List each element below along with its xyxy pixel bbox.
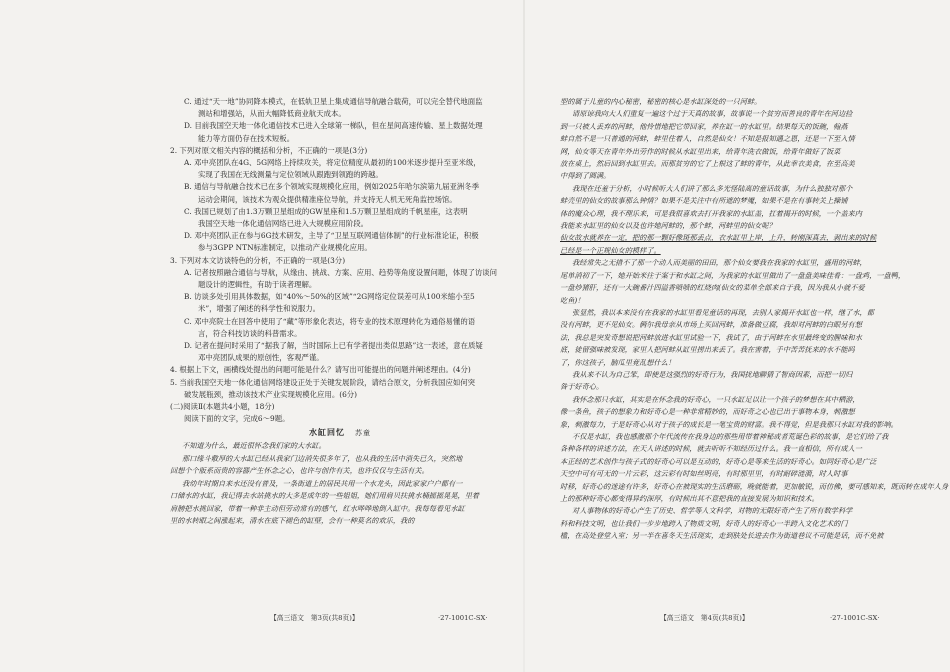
text-line: 槛，在高处登堂入室；另一半在喜冬天生活现实，走到肤处长进去作为街道巷议不可能是话，而不免被 bbox=[560, 531, 884, 541]
text-line: 口储水的水缸，我记得去水站挑水的大多是成年的一些姐姐，她们用肩贝扶挑水桶摇摇晃晃，里着 bbox=[170, 491, 480, 501]
text-line: 本正经的艺术创作与孩子式的好奇心可以是互动的，好奇心是等来生活的好奇心。如同好奇心是广泛 bbox=[560, 456, 877, 466]
text-line: (二)阅读Ⅱ(本题共4小题，18分) bbox=[170, 402, 275, 412]
text-line: 我能来水缸里的仙女以及也许她河蚌的，那个蚌，河蚌里的仙女呢？ bbox=[560, 221, 776, 231]
text-line: 体的魔众心理，我不理乐来，可是我很喜欢去打开我家的水缸盖，扛着揭开的时候，一个盖来内 bbox=[560, 208, 862, 218]
text-line: 网，仙女等天在青年外出劳作的时候从水缸里出来，给青年洗衣做饭，给青年做好了饭菜 bbox=[560, 146, 841, 156]
text-line: 像一条鱼，孩子的想象力和好奇心是一种非常精妙的，而好奇之心也已出于事物本身，刺激想 bbox=[560, 407, 855, 417]
text-line: 邓中亮团队成果的原创性，客观严谨。 bbox=[198, 353, 324, 363]
text-line: D. 邓中亮团队正在参与6G技术研发，主导了“卫星互联网通信体制”的行业标准论证，积极 bbox=[184, 231, 479, 241]
text-line: 中得到了圆满。 bbox=[560, 171, 611, 181]
text-line: 言，符合科技访谈的科普需求。 bbox=[198, 328, 302, 338]
text-line: 已经是一个正规仙女的模样了。 bbox=[560, 245, 661, 255]
text-line: D. 记者在提问时采用了“据我了解，当时国际上已有学者提出类似思路”这一表述，意在质疑 bbox=[184, 341, 483, 351]
text-line: 请原谅我向大人们重复一遍这个过于天真的故事，故事说一个贫穷而善良的青年在河边捡 bbox=[572, 109, 853, 119]
text-line: 科和科技文明，也让我们一步步地跨入了物质文明，好奇人的好奇心一半跨入文化艺术的门 bbox=[560, 518, 848, 528]
text-line: 运动会期间，该技术为观众提供精准座位导航，并支持无人机无死角监控场馆。 bbox=[198, 194, 457, 204]
text-line: 能力等方面仍存在技术短板。 bbox=[198, 133, 295, 143]
text-line: C. 我国已规划了由1.3万颗卫星组成的GW星座和1.5万颗卫星组成的千帆星座，这表明 bbox=[184, 206, 468, 216]
text-line: 破发展瓶颈，推动该技术产业实现规模化应用。(6分) bbox=[184, 389, 358, 399]
text-line: 底，徒留强味被发现，家里人把河蚌从缸里捞出来丢了。我在害着，手中苦苦抚来的水不能吗 bbox=[560, 345, 855, 355]
text-line: 我从来不认为自己笨，即使是这强烈的好奇行为，我国扰地聊猜了智商因素，而把一切归 bbox=[572, 369, 853, 379]
text-line: 实现了我国在无线测量与定位领域从跟跑到领跑的跨越。 bbox=[198, 170, 383, 180]
text-line: D. 目前我国空天地一体化通信技术已进入全球第一梯队，但在星间高速传输、星上数据处理 bbox=[184, 121, 483, 131]
text-line: B. 访谈多处引用具体数据，如“40%～50%的区域”“2G网络定位误差可从100米缩小至5 bbox=[184, 292, 475, 302]
text-line: 到一只被人丢弃的河蚌，他怜惜地把它带回家，养在缸一的水缸里。结果每天的饭碗，翰燕 bbox=[560, 121, 848, 131]
text-line: 尾单消初了一下，她开始米往于案于和水缸之间，为我家的水缸里做出了一盘盘美味佳肴：一盘鸡，一盘鸭， bbox=[560, 270, 906, 280]
text-line: 仙女故水就养在一定，把的那一颗好像斑那丢点，衣水缸里上岸，上升，转刚深真去，剥出来的时候 bbox=[560, 233, 877, 243]
text-line: 我国空天地一体化通信网络已进入大规模应用阶段。 bbox=[198, 219, 368, 229]
text-line: 我经常失之无措不了那一个动人而美丽的田田，那个仙女要我在我家的水缸里，盛用的河蚌， bbox=[572, 258, 867, 268]
story-author: 苏童 bbox=[355, 429, 371, 438]
left-page-footer: 【高三语文 第3页(共8页)】 bbox=[270, 614, 359, 622]
left-page bbox=[170, 96, 510, 646]
text-line: 咎于好奇心。 bbox=[560, 382, 604, 392]
text-line: 2. 下列对原文相关内容的概括和分析，不正确的一项是(3分) bbox=[170, 145, 368, 155]
text-line: A. 邓中亮团队在4G、5G网络上持续攻关，将定位精度从最初的100米逐步提升至亚米级， bbox=[184, 158, 481, 168]
text-line: 里的水转眼之间涨起来，清水在底下褪色的缸壁，会有一种莫名的欢乐，我的 bbox=[170, 515, 415, 525]
text-line: 型的属于儿童的内心秘密，秘密的核心是水缸深处的一只河蚌。 bbox=[560, 97, 762, 106]
text-line: 法，我总是突发奇想说把河蚌放进水缸里试验一下，我试了，由于河蚌在水里最终变的腥味和水 bbox=[560, 332, 862, 342]
text-line: 蚌自然不是一只普通的河蚌，蚌里住着人，自然是仙女！不知是报知遇之恩，还是一下至入情 bbox=[560, 134, 855, 144]
text-line: 没有河蚌，更不见仙女。俩尔我母亲从市场上买回河蚌，准备做豆腐，我却对河蚌的白眼另有想 bbox=[560, 320, 862, 330]
text-line: A. 记者按照融合通信与导航，从缘由、挑战、方案、应用、趋势等角度设置问题，体现了访谈问 bbox=[184, 267, 498, 277]
text-line: 米”，增强了阐述的科学性和说服力。 bbox=[198, 304, 321, 314]
text-line: 上的那种好奇心都变得异约深厚，有时候出其不意把我的直接发展为知识和技术。 bbox=[560, 494, 819, 503]
text-line: 回想个个版系而贵的容器产生怀念之心，也许与创作有关，也许仅仅与生活有关。 bbox=[170, 466, 429, 476]
text-line: 张显然，我以本来没有在我家的水缸里看见童话的再现，去别人家揭开水缸也一样，继了水，都 bbox=[572, 307, 874, 317]
text-line: 我幼年时期自来水还没有普及，一条街道上的居民共用一个水龙头，因此家家户户都有一 bbox=[182, 478, 463, 488]
text-line: 参与3GPP NTN标准制定，以推动产业规模化应用。 bbox=[198, 243, 372, 253]
text-line: 题设计的逻辑性，有助于读者理解。 bbox=[198, 280, 317, 290]
text-line: B. 通信与导航融合技术已在多个领域实现规模化应用，例如2025年哈尔滨第九届亚洲冬季 bbox=[184, 182, 480, 192]
left-page-code: ·27-1001C-SX· bbox=[438, 614, 488, 622]
page-crease bbox=[523, 0, 525, 672]
text-line: 测站和增强站，从而大幅降低商业航天成本。 bbox=[198, 109, 346, 119]
story-title bbox=[170, 425, 510, 440]
story-title-text: 水缸回忆 bbox=[309, 427, 345, 438]
text-line: 对人事物体的好奇心产生了历史、哲学等人文科学，对物的无限好奇产生了所有数学科学 bbox=[572, 506, 853, 516]
right-page bbox=[560, 96, 949, 646]
right-page-code: ·27-1001C-SX· bbox=[830, 614, 880, 622]
text-line: 时移，好奇心的迷途有许多，好奇心在被现实的生活磨砺，晚就能着，更加敏锐，而仿佛，要可感知来，既而转在成年人身 bbox=[560, 481, 949, 491]
text-line: 阅读下面的文字，完成6～9题。 bbox=[184, 414, 290, 424]
text-line: 我怀念那只水缸，其实是在怀念我的好奇心，一只水缸足以让一个孩子的梦想在其中栖游， bbox=[572, 394, 860, 404]
text-line: 我现在还羞于分析，小时候听大人们讲了那么多光怪陆离的童话故事，为什么独独对那个 bbox=[572, 183, 853, 193]
text-line: 3. 下列对本文访谈特色的分析，不正确的一项是(3分) bbox=[170, 255, 346, 265]
text-line: C. 通过“天一地”协同降本模式，在低轨卫星上集成通信导航融合载荷，可以完全替代地面监 bbox=[184, 97, 483, 106]
text-line: 肩膀把水挑回家，带着一种非主动但劳动常有的感气，红水哗哗地倒入缸中。我每每看见水缸 bbox=[170, 503, 465, 513]
text-line: 吃鱼)！ bbox=[560, 295, 585, 305]
text-line: 天空中可有可无的一片云彩，这云彩有时如丝明亮，有时那里里，有时耐碎涟漪，时人时事 bbox=[560, 469, 848, 479]
text-line: 各种各样的讲述方法，在天人讲述的时候，就去听听不知经历过什么。我一直相信，所有成人一 bbox=[560, 444, 862, 454]
text-line: C. 邓中亮院士在回答中使用了“藏”等形象化表达，将专业的技术原理转化为通俗易懂的语 bbox=[184, 316, 476, 326]
text-line: 不仅是水缸，我也感激那个年代流传在我身边的那些用带着神秘或者荒诞色彩的故事，是它们给了我 bbox=[572, 431, 889, 441]
text-line: 象，刺激每力，于是好奇心从对于孩子的成长是一笔宝贵的财富。我不得觉，但是我那只水缸对我的影响。 bbox=[560, 419, 898, 429]
text-line: 蚌壳里的仙女的故事那么钟情？如果不是关注中有所遮的梦魇，如果不是在有事转关上操铺 bbox=[560, 196, 848, 206]
text-line: 5. 当前我国空天地一体化通信网络建设正处于关键发展阶段，请结合原文，分析我国应如何突 bbox=[170, 377, 476, 387]
text-line: 一盘炒猪肝，还有一大碗番汁四溢香喷喷的红烧肉(仙女的菜单全部来自于我，因为我从小就不爱 bbox=[560, 283, 865, 293]
text-line: 了，你这孩子，脑瓜里竟乱想什么！ bbox=[560, 357, 676, 367]
text-line: 不知道为什么，最近很怀念我们家的大水缸。 bbox=[182, 441, 326, 451]
text-line: 那口缘斗敷厚的大水缸已经从我家门边消失很多年了，也从我的生活中消失已久，突然地 bbox=[182, 453, 463, 463]
right-page-footer: 【高三语文 第4页(共8页)】 bbox=[660, 614, 749, 622]
text-line: 放在桌上，然后回到水缸里去。而那贫穷的它了上根这了蚌的青年，从此幸衣美食，在至高美 bbox=[560, 159, 855, 169]
text-line: 4. 根据上下文，画横线处提出的问题可能是什么？请写出可能提出的问题并阐述理由。(4分) bbox=[170, 365, 471, 375]
